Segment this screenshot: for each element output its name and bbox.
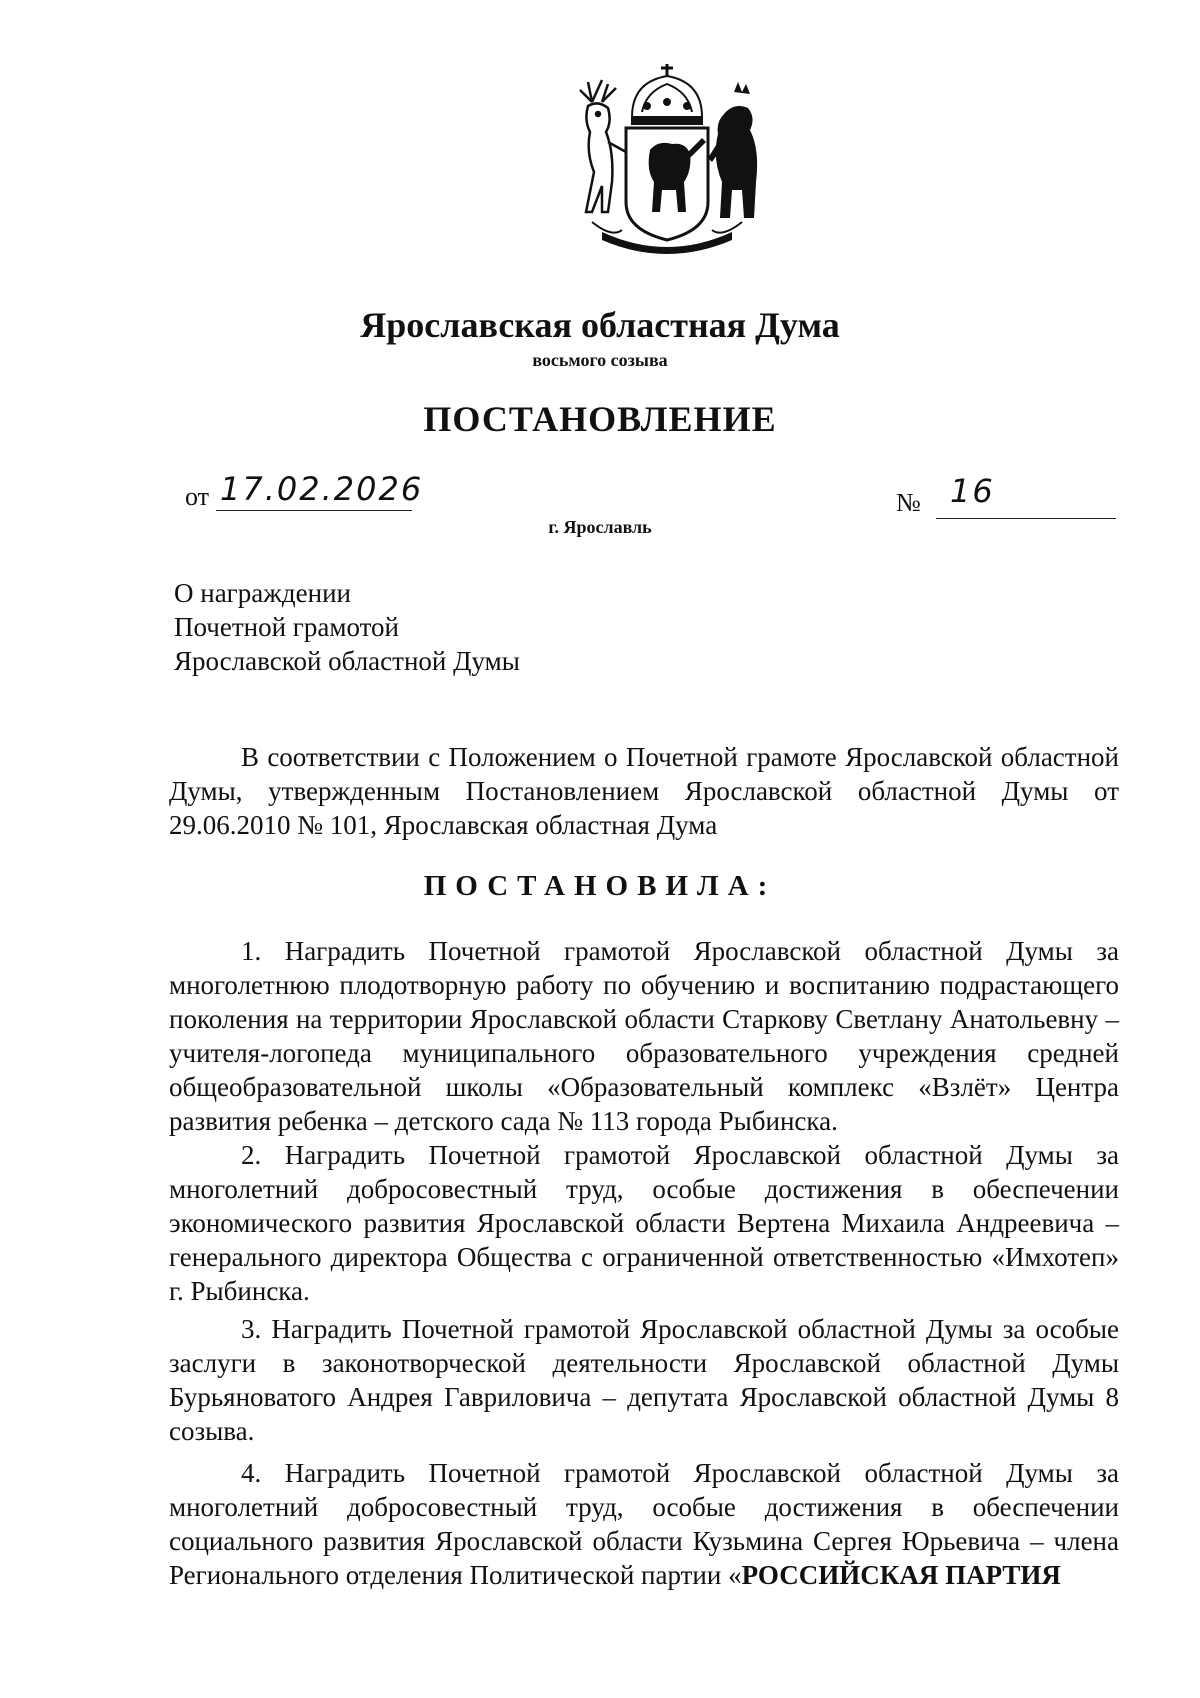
decree-item-text: 4. Наградить Почетной грамотой Ярославской областной Думы за многолетний добросовестный труд, особые достижения в обеспечении социального развития Ярославской области Кузьмина Сергея Юрьевича – члена Регионального отделения Политической партии «: [169, 1458, 1119, 1590]
decree-item: 2. Наградить Почетной грамотой Ярославской областной Думы за многолетний добросовестный труд, особые достижения в обеспечении экономического развития Ярославской области Вертена Михаила Андреевича – генерального директора Общества с ограниченной ответственностью «Имхотеп» г. Рыбинска.: [169, 1140, 1119, 1306]
convocation-label: восьмого созыва: [532, 350, 668, 370]
date-prefix: от: [185, 482, 210, 511]
coat-of-arms-icon: [562, 62, 772, 262]
decree-item: [169, 1456, 1119, 1592]
organization-name: Ярославская областная Дума: [360, 305, 840, 345]
number-handwritten-value: 16: [950, 472, 995, 510]
party-name-bold: РОССИЙСКАЯ ПАРТИЯ: [741, 1560, 1061, 1590]
subject-line: Почетной грамотой: [174, 612, 399, 642]
crown-icon: [632, 64, 702, 124]
decree-items: [169, 934, 1119, 1592]
bear-supporter-icon: [708, 82, 757, 218]
city-label: г. Ярославль: [548, 517, 652, 537]
date-handwritten-value: 17.02.2026: [220, 470, 424, 508]
subject-line: О награждении: [174, 578, 351, 608]
deer-supporter-icon: [580, 80, 626, 212]
number-prefix: №: [896, 488, 921, 517]
date-underline: [216, 510, 412, 511]
document-type-title: ПОСТАНОВЛЕНИЕ: [423, 399, 777, 439]
subject-line: Ярославской областной Думы: [174, 646, 520, 676]
preamble-paragraph: В соответствии с Положением о Почетной грамоте Ярославской областной Думы, утвержденным Постановлением Ярославской областной Думы от 29.06.2010 № 101, Ярославская областная Дума: [169, 742, 1119, 840]
decree-item: 3. Наградить Почетной грамотой Ярославской областной Думы за особые заслуги в законотворческой деятельности Ярославской областной Думы Бурьяноватого Андрея Гавриловича – депутата Ярославской областной Думы 8 созыва.: [169, 1314, 1119, 1446]
decree-heading: ПОСТАНОВИЛА:: [423, 870, 777, 902]
subject-block: [174, 576, 520, 678]
decree-item: 1. Наградить Почетной грамотой Ярославской областной Думы за многолетнюю плодотворную работу по обучению и воспитанию подрастающего поколения на территории Ярославской области Старкову Светлану Анатольевну – учителя-логопеда муниципального образовательного учреждения средней общеобразовательной школы «Образовательный комплекс «Взлёт» Центра развития ребенка – детского сада № 113 города Рыбинска.: [169, 936, 1119, 1136]
